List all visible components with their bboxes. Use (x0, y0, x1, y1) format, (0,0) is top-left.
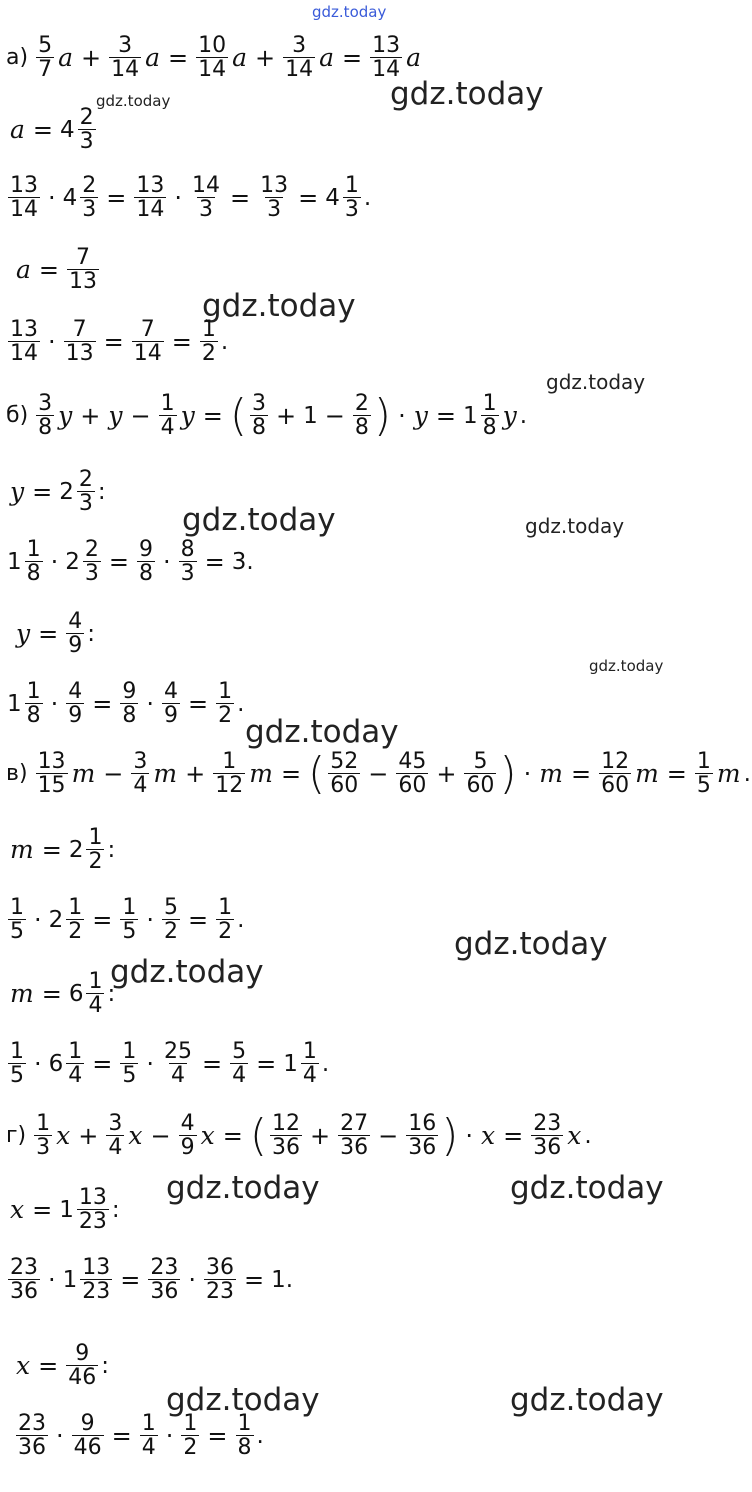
fraction: $\frac{2}{3}$ (84, 537, 99, 587)
variable: m (249, 759, 273, 789)
variable: m (539, 759, 563, 789)
fraction: $\frac{23}{36}$ (150, 1255, 179, 1305)
watermark: gdz.today (510, 1382, 664, 1418)
fraction: $\frac{1}{8}$ (26, 679, 41, 729)
variable: a (319, 43, 335, 73)
equation-line: y = 2 $\frac{2}{3}$ : (10, 467, 106, 517)
fraction: $\frac{8}{3}$ (180, 537, 195, 587)
fraction: $\frac{4}{9}$ (164, 679, 179, 729)
fraction: $\frac{14}{3}$ (192, 173, 221, 223)
fraction: $\frac{9}{8}$ (122, 679, 137, 729)
fraction: $\frac{1}{4}$ (68, 1039, 83, 1089)
watermark: gdz.today (390, 76, 544, 112)
fraction: $\frac{13}{14}$ (10, 173, 38, 223)
fraction: $\frac{2}{8}$ (354, 391, 369, 441)
equation-line: a = 4 $\frac{2}{3}$ (10, 105, 94, 155)
fraction: $\frac{7}{14}$ (133, 317, 162, 367)
variable: a (145, 43, 160, 73)
fraction: $\frac{13}{14}$ (10, 317, 38, 367)
fraction: $\frac{13}{15}$ (37, 749, 66, 799)
watermark-small: gdz.today (525, 514, 625, 538)
variable: m (71, 759, 96, 789)
fraction: $\frac{1}{4}$ (302, 1039, 317, 1089)
item-label: в) (6, 761, 28, 787)
variable: m (716, 759, 741, 789)
variable: x (567, 1121, 582, 1151)
variable: x (200, 1121, 215, 1151)
variable: y (108, 401, 123, 431)
variable: y (16, 619, 31, 649)
fraction: $\frac{27}{36}$ (340, 1111, 369, 1161)
item-label: а) (6, 45, 29, 71)
variable: y (180, 401, 195, 431)
fraction: $\frac{1}{8}$ (482, 391, 497, 441)
fraction: $\frac{1}{2}$ (218, 895, 233, 945)
equation-line: $\frac{23}{36}$ · 1 $\frac{13}{23}$ = $\frac{23}{36}$ · $\frac{36}{23}$ = 1. (10, 1255, 294, 1305)
fraction: $\frac{23}{36}$ (533, 1111, 562, 1161)
variable: x (16, 1351, 31, 1381)
item-label: г) (6, 1123, 27, 1149)
fraction: $\frac{4}{9}$ (68, 609, 83, 659)
equation-line: y = $\frac{4}{9}$ : (16, 609, 95, 659)
variable: y (10, 477, 25, 507)
equation-line: $\frac{23}{36}$ · $\frac{9}{46}$ = $\frac{1}{4}$ · $\frac{1}{2}$ = $\frac{1}{8}$ . (18, 1411, 264, 1461)
fraction: $\frac{2}{3}$ (79, 105, 94, 155)
variable: m (153, 759, 178, 789)
variable: a (16, 255, 31, 285)
variable: y (413, 401, 428, 431)
fraction: $\frac{4}{9}$ (180, 1111, 195, 1161)
fraction: $\frac{1}{4}$ (160, 391, 175, 441)
fraction: $\frac{10}{14}$ (198, 33, 227, 83)
fraction: $\frac{9}{46}$ (73, 1411, 102, 1461)
equation-line: m = 2 $\frac{1}{2}$ : (10, 825, 116, 875)
fraction: $\frac{1}{2}$ (68, 895, 83, 945)
watermark: gdz.today (110, 954, 264, 990)
fraction: $\frac{3}{8}$ (252, 391, 267, 441)
fraction: $\frac{5}{60}$ (466, 749, 495, 799)
fraction: $\frac{13}{14}$ (372, 33, 401, 83)
fraction: $\frac{1}{2}$ (201, 317, 216, 367)
equation-line: a = $\frac{7}{13}$ (16, 245, 98, 295)
equation-line: $\frac{13}{14}$ · 4 $\frac{2}{3}$ = $\frac{13}{14}$ · $\frac{14}{3}$ = $\frac{13}{3}$ = 4 $\frac{1}{3}$ . (10, 173, 372, 223)
watermark-top: gdz.today (312, 3, 387, 21)
fraction: $\frac{9}{8}$ (139, 537, 154, 587)
variable: a (232, 43, 248, 73)
fraction: $\frac{7}{13}$ (69, 245, 98, 295)
fraction: $\frac{36}{23}$ (206, 1255, 235, 1305)
fraction: $\frac{25}{4}$ (164, 1039, 193, 1089)
equation-line: m = 6 $\frac{1}{4}$ : (10, 969, 116, 1019)
watermark: gdz.today (166, 1170, 320, 1206)
equation-line: г) $\frac{1}{3}$ x + $\frac{3}{4}$ x − $\frac{4}{9}$ x = ( $\frac{12}{36}$ + $\frac{27}{36}$ − $\frac{16}{36}$ ) · x = $\frac{23}{36}$ x . (6, 1109, 592, 1161)
fraction: $\frac{3}{4}$ (133, 749, 148, 799)
equation-line: в) $\frac{13}{15}$ m − $\frac{3}{4}$ m + $\frac{1}{12}$ m = ( $\frac{52}{60}$ − $\frac{45}{60}$ + $\frac{5}{60}$ ) · m = $\frac{12}{60}$ m = $\frac{1}{5}$ m . (6, 747, 751, 799)
fraction: $\frac{1}{5}$ (10, 1039, 24, 1089)
fraction: $\frac{1}{2}$ (218, 679, 233, 729)
fraction: $\frac{1}{3}$ (36, 1111, 51, 1161)
item-label: б) (6, 403, 29, 429)
fraction: $\frac{12}{60}$ (601, 749, 630, 799)
fraction: $\frac{45}{60}$ (398, 749, 427, 799)
fraction: $\frac{1}{5}$ (122, 895, 137, 945)
fraction: $\frac{16}{36}$ (408, 1111, 437, 1161)
variable: m (635, 759, 659, 789)
equation-line: $\frac{1}{5}$ · 2 $\frac{1}{2}$ = $\frac{1}{5}$ · $\frac{5}{2}$ = $\frac{1}{2}$ . (10, 895, 245, 945)
fraction: $\frac{13}{23}$ (82, 1255, 111, 1305)
fraction: $\frac{3}{4}$ (108, 1111, 123, 1161)
fraction: $\frac{1}{12}$ (215, 749, 244, 799)
variable: m (10, 835, 34, 865)
watermark: gdz.today (202, 288, 356, 324)
variable: x (56, 1121, 71, 1151)
fraction: $\frac{12}{36}$ (271, 1111, 300, 1161)
fraction: $\frac{4}{9}$ (68, 679, 83, 729)
equation-line: $\frac{13}{14}$ · $\frac{7}{13}$ = $\frac{7}{14}$ = $\frac{1}{2}$ . (10, 317, 229, 367)
variable: a (58, 43, 73, 73)
fraction: $\frac{2}{3}$ (82, 173, 97, 223)
fraction: $\frac{13}{3}$ (260, 173, 289, 223)
fraction: $\frac{5}{7}$ (38, 33, 53, 83)
fraction: $\frac{1}{2}$ (183, 1411, 198, 1461)
fraction: $\frac{1}{3}$ (344, 173, 359, 223)
watermark-small: gdz.today (589, 657, 664, 675)
variable: a (10, 115, 25, 145)
fraction: $\frac{2}{3}$ (78, 467, 93, 517)
watermark: gdz.today (245, 714, 399, 750)
fraction: $\frac{1}{4}$ (141, 1411, 156, 1461)
fraction: $\frac{1}{8}$ (26, 537, 41, 587)
variable: x (481, 1121, 496, 1151)
equation-line: 1 $\frac{1}{8}$ · $\frac{4}{9}$ = $\frac{9}{8}$ · $\frac{4}{9}$ = $\frac{1}{2}$ . (7, 679, 245, 729)
equation-line: б) $\frac{3}{8}$ y + y − $\frac{1}{4}$ y = ( $\frac{3}{8}$ + 1 − $\frac{2}{8}$ ) · y = 1 $\frac{1}{8}$ y . (6, 389, 528, 441)
variable: x (10, 1195, 25, 1225)
fraction: $\frac{5}{2}$ (164, 895, 179, 945)
equation-line: а) $\frac{5}{7}$ a + $\frac{3}{14}$ a = $\frac{10}{14}$ a + $\frac{3}{14}$ a = $\frac{13}{14}$ a (6, 33, 422, 83)
fraction: $\frac{1}{4}$ (88, 969, 103, 1019)
fraction: $\frac{1}{5}$ (122, 1039, 137, 1089)
fraction: $\frac{3}{14}$ (285, 33, 314, 83)
fraction: $\frac{5}{4}$ (232, 1039, 247, 1089)
equation-line: 1 $\frac{1}{8}$ · 2 $\frac{2}{3}$ = $\frac{9}{8}$ · $\frac{8}{3}$ = 3. (7, 537, 254, 587)
watermark: gdz.today (166, 1382, 320, 1418)
watermark-small: gdz.today (546, 370, 646, 394)
variable: m (10, 979, 34, 1009)
fraction: $\frac{23}{36}$ (10, 1255, 38, 1305)
fraction: $\frac{3}{8}$ (38, 391, 53, 441)
equation-line: $\frac{1}{5}$ · 6 $\frac{1}{4}$ = $\frac{1}{5}$ · $\frac{25}{4}$ = $\frac{5}{4}$ = 1 $\frac{1}{4}$ . (10, 1039, 330, 1089)
fraction: $\frac{52}{60}$ (330, 749, 359, 799)
fraction: $\frac{23}{36}$ (18, 1411, 46, 1461)
fraction: $\frac{1}{5}$ (10, 895, 24, 945)
fraction: $\frac{7}{13}$ (65, 317, 94, 367)
fraction: $\frac{13}{23}$ (78, 1185, 107, 1235)
fraction: $\frac{1}{8}$ (237, 1411, 252, 1461)
watermark: gdz.today (182, 502, 336, 538)
equation-line: x = $\frac{9}{46}$ : (16, 1341, 109, 1391)
watermark: gdz.today (510, 1170, 664, 1206)
fraction: $\frac{13}{14}$ (136, 173, 165, 223)
watermark-small: gdz.today (96, 92, 171, 110)
fraction: $\frac{3}{14}$ (111, 33, 140, 83)
fraction: $\frac{1}{5}$ (696, 749, 711, 799)
watermark: gdz.today (454, 926, 608, 962)
variable: x (128, 1121, 143, 1151)
variable: a (406, 43, 422, 73)
fraction: $\frac{9}{46}$ (68, 1341, 97, 1391)
variable: y (58, 401, 73, 431)
variable: y (502, 401, 517, 431)
equation-line: x = 1 $\frac{13}{23}$ : (10, 1185, 120, 1235)
fraction: $\frac{1}{2}$ (88, 825, 103, 875)
